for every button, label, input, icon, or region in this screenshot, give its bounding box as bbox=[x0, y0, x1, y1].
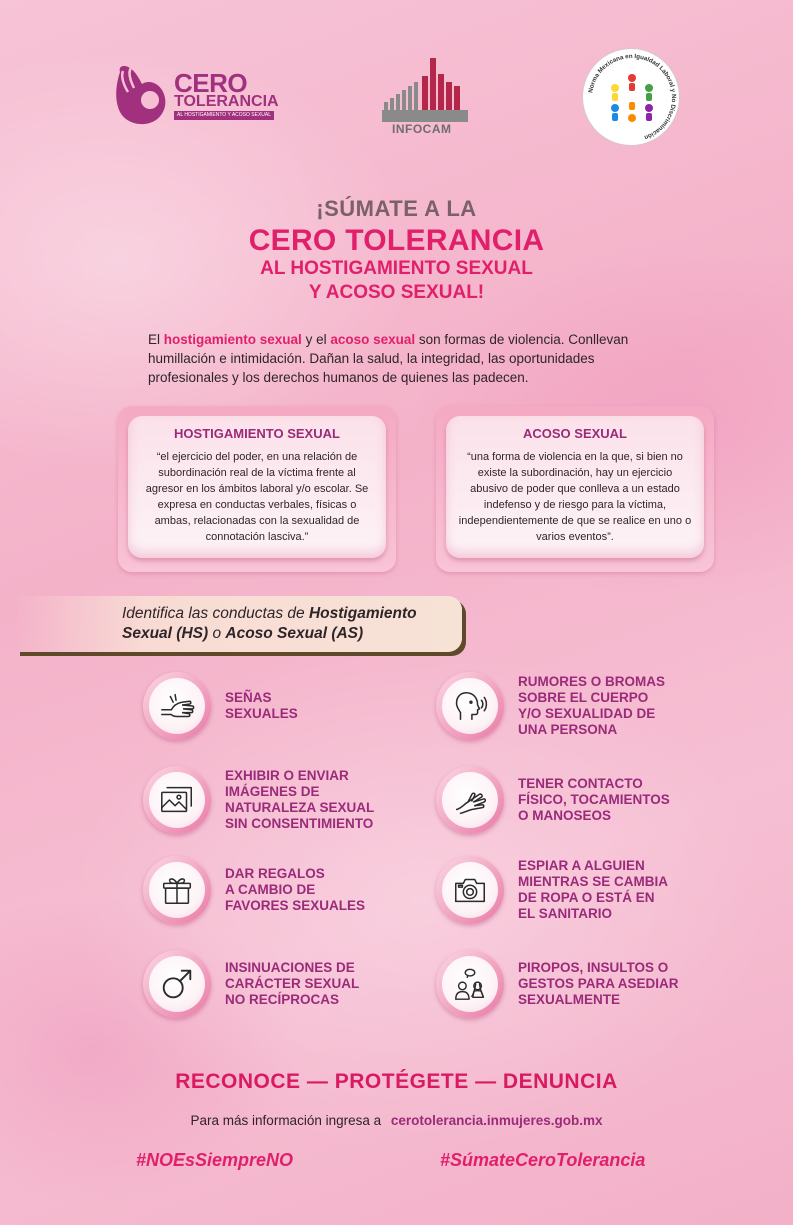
norma-seal-text: Norma Mexicana en Igualdad Laboral y No Discriminación bbox=[587, 52, 678, 141]
svg-text:Norma Mexicana en Igualdad Lab bbox=[587, 53, 677, 141]
more-info-line bbox=[0, 1113, 793, 1128]
intro-highlight-acoso: acoso sexual bbox=[330, 332, 416, 347]
intro-text-3: son formas de violencia. Conllevan humillación e intimidación. Dañan la salud, la integridad, las oportunidades profesionales y los derechos humanos de quienes las padecen. bbox=[148, 332, 629, 385]
behaviour-label: INSINUACIONES DE CARÁCTER SEXUAL NO RECÍPROCAS bbox=[225, 960, 360, 1007]
behaviour-item bbox=[143, 856, 443, 926]
definition-card-inner bbox=[128, 416, 386, 558]
behaviour-item bbox=[436, 672, 736, 742]
definition-text: “una forma de violencia en la que, si bien no existe la subordinación, hay un ejercicio abusivo de poder que conlleva a un estado indefenso y de riesgo para la víctima, independientemente de que se realice en uno o varios eventos”. bbox=[458, 451, 692, 543]
hashtag-no-es-siempre-no: #NOEsSiempreNO bbox=[136, 1150, 294, 1170]
slogan: RECONOCE — PROTÉGETE — DENUNCIA bbox=[175, 1070, 618, 1093]
people-circle-seal-icon bbox=[583, 49, 680, 146]
definition-card-inner bbox=[446, 416, 704, 558]
behaviour-item bbox=[436, 766, 736, 836]
cero-logo-line1: CERO bbox=[174, 68, 248, 98]
behaviour-item bbox=[143, 672, 443, 742]
definition-title: ACOSO SEXUAL bbox=[522, 426, 627, 441]
male-symbol-icon bbox=[158, 965, 196, 1003]
behaviour-label: RUMORES O BROMAS SOBRE EL CUERPO Y/O SEXUALIDAD DE UNA PERSONA bbox=[518, 674, 666, 737]
heading-sumate: ¡SÚMATE A LA bbox=[316, 196, 477, 221]
behaviour-item bbox=[436, 950, 736, 1020]
infocam-name: INFOCAM bbox=[392, 122, 452, 136]
people-talking-icon bbox=[451, 965, 489, 1003]
behaviour-label: SEÑAS SEXUALES bbox=[225, 690, 298, 721]
intro-paragraph bbox=[148, 330, 648, 387]
behaviour-label: TENER CONTACTO FÍSICO, TOCAMIENTOS O MANOSEOS bbox=[518, 776, 670, 823]
behaviour-item bbox=[143, 766, 443, 836]
cero-logo-line3: AL HOSTIGAMIENTO Y ACOSO SEXUAL bbox=[174, 111, 274, 120]
images-icon bbox=[158, 781, 196, 819]
definition-title: HOSTIGAMIENTO SEXUAL bbox=[174, 426, 340, 441]
definition-card-hostigamiento bbox=[118, 406, 396, 572]
norma-mexicana-seal bbox=[582, 48, 680, 146]
definition-card-acoso bbox=[436, 406, 714, 572]
intro-text-1: El bbox=[148, 332, 164, 347]
behaviour-label: ESPIAR A ALGUIEN MIENTRAS SE CAMBIA DE ROPA O ESTÁ EN EL SANITARIO bbox=[518, 858, 669, 921]
intro-text-2: y el bbox=[301, 332, 331, 347]
camera-icon bbox=[451, 871, 489, 909]
intro-highlight-hostigamiento: hostigamiento sexual bbox=[163, 332, 302, 347]
hashtag-sumate: #SúmateCeroTolerancia bbox=[440, 1150, 646, 1170]
website-link[interactable]: cerotolerancia.inmujeres.gob.mx bbox=[390, 1113, 603, 1128]
more-info-text: Para más información ingresa a bbox=[190, 1113, 382, 1128]
cero-tolerancia-logo bbox=[110, 62, 279, 128]
banner-text-2: o bbox=[208, 625, 226, 642]
ok-hand-logo-icon bbox=[110, 62, 170, 128]
touching-hand-icon bbox=[451, 781, 489, 819]
gift-icon bbox=[158, 871, 196, 909]
behaviour-item bbox=[143, 950, 443, 1020]
identify-banner bbox=[16, 596, 462, 652]
banner-bold-hs: Hostigamiento Sexual (HS) bbox=[122, 605, 417, 642]
infocam-building-icon bbox=[378, 56, 468, 122]
hand-gesture-icon bbox=[158, 687, 196, 725]
cero-logo-line2: TOLERANCIA bbox=[174, 93, 279, 110]
heading-hostigamiento: AL HOSTIGAMIENTO SEXUAL bbox=[260, 258, 533, 279]
banner-text-1: Identifica las conductas de bbox=[122, 605, 309, 622]
heading-cero-tolerancia: CERO TOLERANCIA bbox=[248, 224, 545, 257]
speaking-head-icon bbox=[451, 687, 489, 725]
behaviour-item bbox=[436, 856, 736, 926]
infocam-logo bbox=[378, 56, 468, 138]
behaviour-label: EXHIBIR O ENVIAR IMÁGENES DE NATURALEZA SEXUAL SIN CONSENTIMIENTO bbox=[225, 768, 375, 831]
banner-text bbox=[122, 604, 462, 644]
banner-bold-as: Acoso Sexual (AS) bbox=[225, 625, 364, 642]
behaviour-label: PIROPOS, INSULTOS O GESTOS PARA ASEDIAR SEXUALMENTE bbox=[518, 960, 679, 1007]
definition-text: “el ejercicio del poder, en una relación de subordinación real de la víctima frente al agresor en los ámbitos laboral y/o escolar. Se expresa en conductas verbales, físicas o ambas, relacionadas con la sexualidad de connotación lasciva.” bbox=[145, 451, 369, 543]
heading-acoso: Y ACOSO SEXUAL! bbox=[308, 282, 485, 303]
behaviour-label: DAR REGALOS A CAMBIO DE FAVORES SEXUALES bbox=[225, 866, 366, 913]
